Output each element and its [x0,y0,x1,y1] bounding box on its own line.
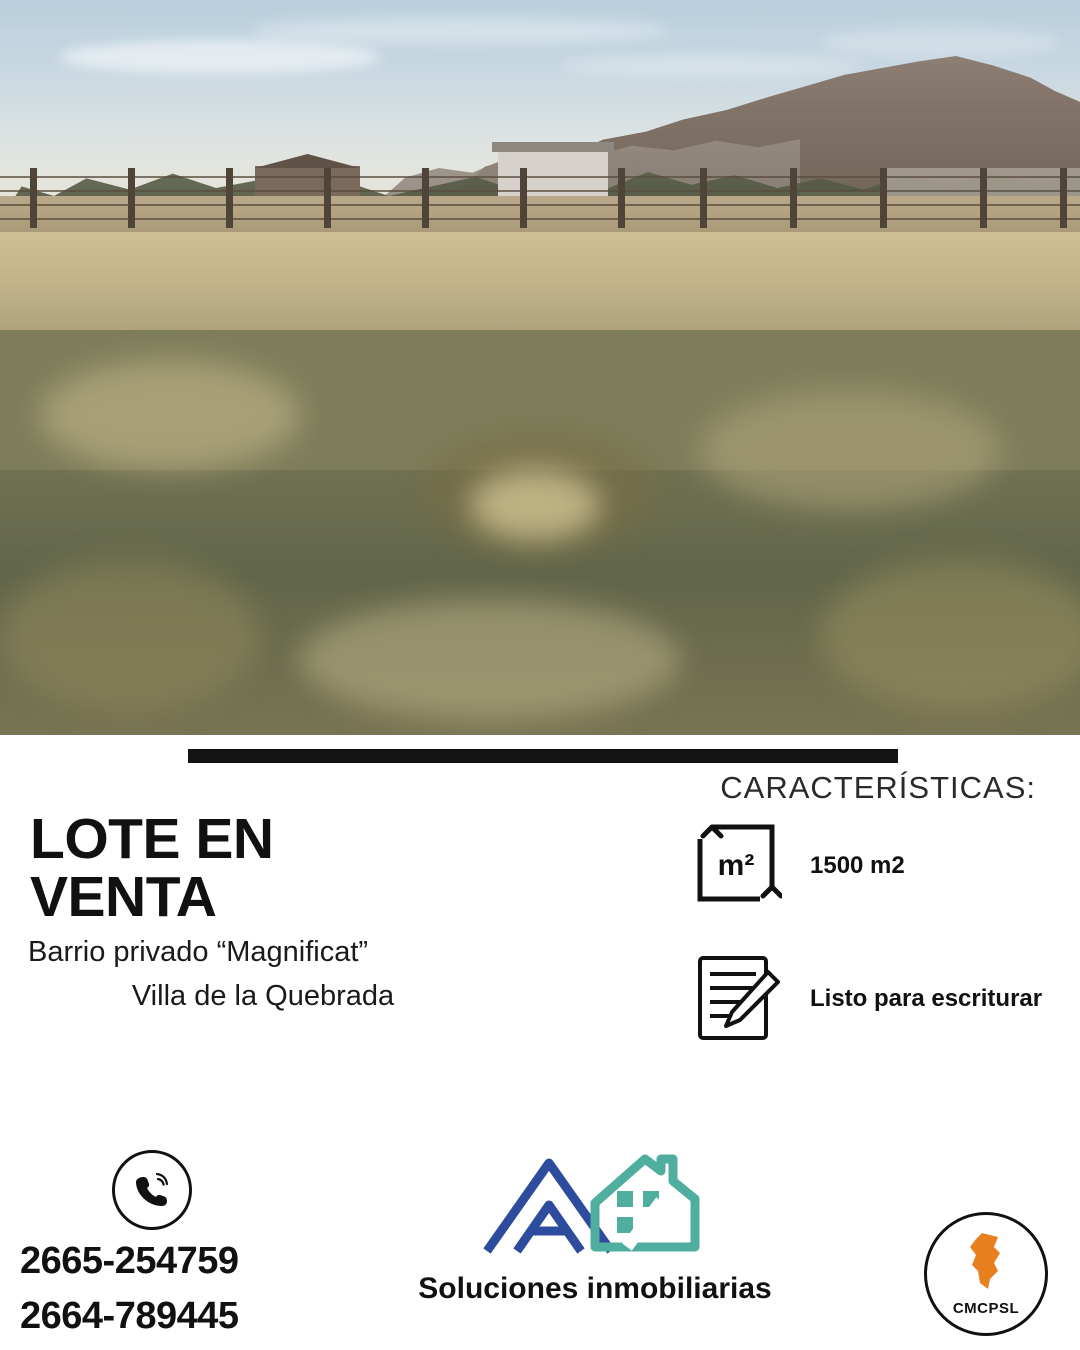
phone-number-1[interactable]: 2665-254759 [20,1240,239,1282]
cloud [820,28,1060,56]
cmcpsl-label: CMCPSL [952,1300,1020,1317]
grass-patch [300,600,680,720]
area-m2-icon [690,817,782,914]
grass-patch [40,360,300,470]
wire-fence [0,168,1080,230]
grass-patch [700,390,1000,510]
document-pen-icon [690,950,782,1047]
cloud [250,18,670,44]
feature-deed-label: Listo para escriturar [810,984,1043,1012]
feature-area-label: 1500 m2 [810,851,905,879]
info-panel [0,735,1080,1350]
features-heading: CARACTERÍSTICAS: [720,770,1036,805]
grass-patch [0,560,260,710]
dry-bush [470,470,600,540]
brand-name: Soluciones inmobiliarias [418,1272,772,1305]
subtitle-neighborhood: Barrio privado “Magnificat” [28,936,369,968]
title-divider [188,749,898,763]
subtitle-location: Villa de la Quebrada [131,980,395,1012]
dry-grass-band [0,232,1080,340]
brand-block [380,1143,810,1306]
page-title: LOTE EN VENTA [30,807,274,930]
cloud [60,40,380,74]
map-argentina-icon [956,1231,1016,1298]
phone-number-2[interactable]: 2664-789445 [20,1295,239,1337]
houses-logo-icon [475,1250,715,1267]
feature-deed [690,950,1042,1047]
svg-text:m²: m² [717,849,755,882]
cloud [560,55,860,77]
cmcpsl-badge [924,1212,1048,1336]
feature-area [690,817,905,914]
phone-icon [112,1150,192,1230]
